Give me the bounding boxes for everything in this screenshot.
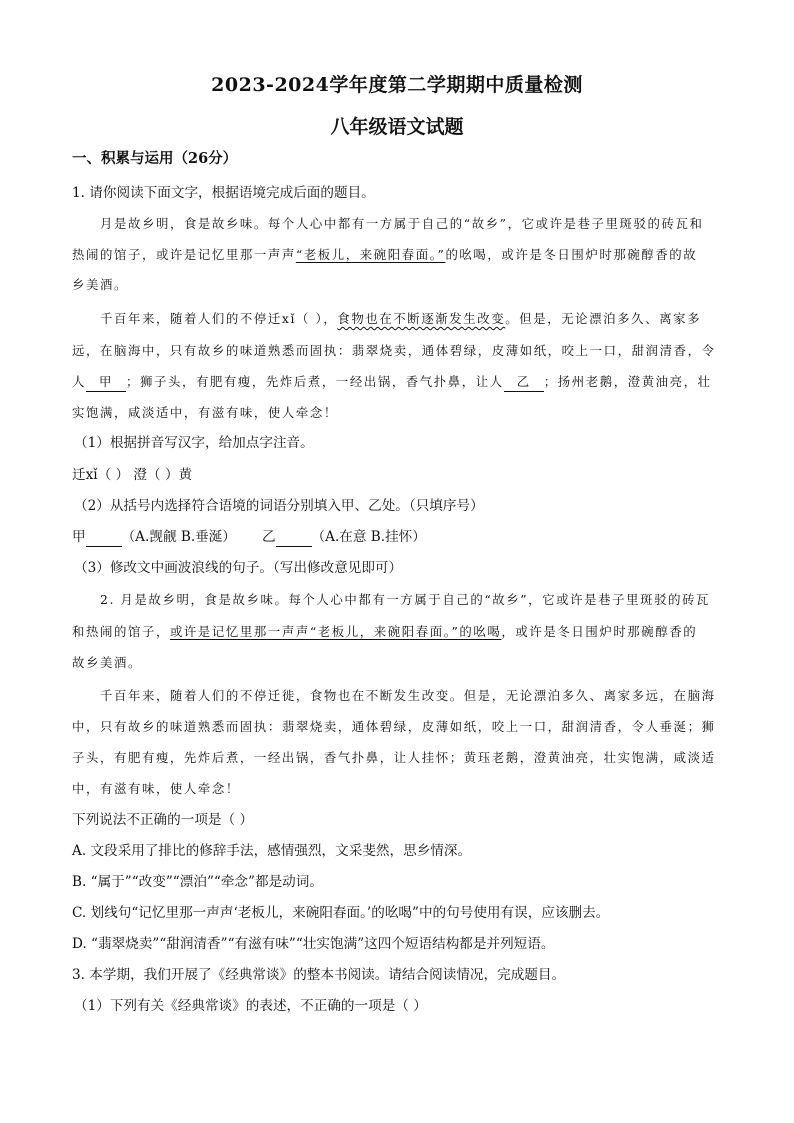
answer-blank-yi[interactable] [276, 528, 312, 547]
question-1-1-items: 迁xǐ（ ） 澄（ ）黄 [72, 467, 193, 483]
page-subtitle: 八年级语文试题 [330, 116, 464, 138]
wavy-underlined-sentence: 食物也在不断逐渐发生改变 [337, 311, 506, 326]
question-1-3: （3）修改文中画波浪线的句子。（写出修改意见即可） [74, 560, 403, 576]
q2-passage-line5: 中，只有故乡的味道熟悉而固执：翡翠烧卖，通体碧绿，皮薄如纸，咬上一口，甜润清香，令人垂涎；狮 [72, 719, 716, 734]
q2-passage-line1: 2. 月是故乡明，食是故乡味。每个人心中都有一方属于自己的“故乡”，它或许是巷子里斑驳的砖瓦 [100, 592, 711, 607]
question-1-2: （2）从括号内选择符合语境的词语分别填入甲、乙处。（只填序号） [74, 498, 484, 514]
page-title: 2023-2024学年度第二学期期中质量检测 [211, 74, 583, 96]
option-a: A. 文段采用了排比的修辞手法，感情强烈，文采斐然，思乡情深。 [72, 843, 472, 859]
question-3-1: （1）下列有关《经典常谈》的表述，不正确的一项是（ ） [74, 998, 427, 1014]
passage2-line4: 实饱满，咸淡适中，有滋有味，使人牵念！ [72, 405, 338, 420]
q2-underlined-sentence: 或许是记忆里那一声声“老板儿，来碗阳春面。”的吆喝 [169, 624, 502, 639]
q2-passage-line3: 故乡美酒。 [72, 655, 142, 670]
option-d: D. “翡翠烧卖”“甜润清香”“有滋有味”“壮实饱满”这四个短语结构都是并列短语。 [72, 936, 555, 952]
passage1-line3: 乡美酒。 [72, 277, 128, 292]
option-c: C. 划线句“记忆里那一声声‘老板儿，来碗阳春面。’的吆喝”中的句号使用有误，应该删去。 [72, 905, 610, 921]
q2-passage-line6: 子头，有肥有瘦，先炸后煮，一经出锅，香气扑鼻，让人挂怀；黄珏老鹅，澄黄油亮，壮实饱满，咸淡适 [72, 750, 716, 765]
passage1-line2: 热闹的馆子，或许是记忆里那一声声“老板儿，来碗阳春面。”的吆喝，或许是冬日围炉时那碗醇香的故 [72, 247, 698, 262]
blank-yi[interactable]: 乙 [504, 373, 544, 392]
q2-passage-line7: 中，有滋有味，使人牵念！ [72, 781, 240, 796]
question-1-2-items: 甲 （A.觊觎 B.垂涎） 乙 （A.在意 B.挂怀） [72, 529, 426, 545]
question-1-intro: 1. 请你阅读下面文字，根据语境完成后面的题目。 [72, 185, 375, 201]
question-2-stem: 下列说法不正确的一项是（ ） [72, 812, 254, 828]
question-1-1: （1）根据拼音写汉字，给加点字注音。 [74, 435, 314, 451]
option-b: B. “属于”“改变”“漂泊”“牵念”都是动词。 [72, 874, 323, 890]
passage2-line3: 人 甲 ；狮子头，有肥有瘦，先炸后煮，一经出锅，香气扑鼻，让人 乙 ；扬州老鹅，澄黄油亮，壮 [72, 373, 712, 392]
answer-blank-jia[interactable] [86, 528, 122, 547]
passage2-line2: 远，在脑海中，只有故乡的味道熟悉而固执：翡翠烧卖，通体碧绿，皮薄如纸，咬上一口，甜润清香，令 [72, 343, 716, 358]
q2-passage-line4: 千百年来，随着人们的不停迁徙，食物也在不断发生改变。但是，无论漂泊多久、离家多远，在脑海 [100, 688, 716, 703]
blank-jia[interactable]: 甲 [86, 373, 126, 392]
q2-passage-line2: 和热闹的馆子，或许是记忆里那一声声“老板儿，来碗阳春面。”的吆喝，或许是冬日围炉时那碗醇香的 [72, 624, 698, 639]
question-3-intro: 3. 本学期，我们开展了《经典常谈》的整本书阅读。请结合阅读情况，完成题目。 [72, 967, 566, 983]
section-heading: 一、积累与运用（26分） [72, 150, 238, 167]
underlined-sentence: “老板儿，来碗阳春面。” [295, 247, 446, 262]
passage1-line1: 月是故乡明，食是故乡味。每个人心中都有一方属于自己的“故乡”，它或许是巷子里斑驳的砖瓦和 [100, 216, 704, 231]
passage2-line1: 千百年来，随着人们的不停迁xǐ（ ），食物也在不断逐渐发生改变。但是，无论漂泊多久、离家多 [100, 311, 702, 326]
